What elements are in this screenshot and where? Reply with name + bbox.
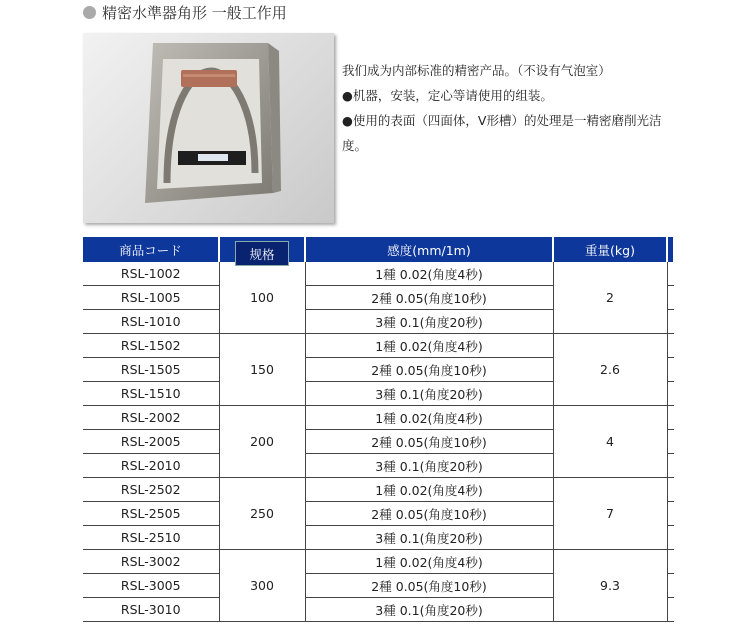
description-line: ●机器，安装，定心等请使用的组装。 — [342, 88, 553, 103]
cell-sensitivity: 3種 0.1(角度20秒) — [305, 526, 553, 550]
description-line: ●使用的表面（四面体，V形槽）的处理是一精密磨削光洁度。 — [342, 113, 662, 153]
table-row — [83, 478, 674, 502]
cell-sensitivity: 2種 0.05(角度10秒) — [305, 430, 553, 454]
table-row — [83, 262, 674, 286]
cell-size: 150 — [219, 334, 305, 406]
cell-sensitivity: 2種 0.05(角度10秒) — [305, 286, 553, 310]
cell-size: 200 — [219, 406, 305, 478]
cell-edge — [667, 430, 674, 454]
cell-edge — [667, 598, 674, 622]
cell-edge — [667, 454, 674, 478]
cell-edge — [667, 334, 674, 358]
cell-code: RSL-2002 — [83, 406, 219, 430]
cell-sensitivity: 1種 0.02(角度4秒) — [305, 262, 553, 286]
cell-code: RSL-3010 — [83, 598, 219, 622]
cell-sensitivity: 3種 0.1(角度20秒) — [305, 598, 553, 622]
cell-code: RSL-1010 — [83, 310, 219, 334]
product-photo — [83, 33, 334, 223]
cell-edge — [667, 310, 674, 334]
cell-size: 100 — [219, 262, 305, 334]
cell-size: 250 — [219, 478, 305, 550]
cell-weight: 2 — [553, 262, 667, 334]
table-header-row — [83, 237, 674, 262]
cell-sensitivity: 3種 0.1(角度20秒) — [305, 454, 553, 478]
cell-sensitivity: 2種 0.05(角度10秒) — [305, 502, 553, 526]
cell-code: RSL-3005 — [83, 574, 219, 598]
cell-edge — [667, 262, 674, 286]
cell-weight: 4 — [553, 406, 667, 478]
header-size-label: 规格 — [235, 241, 289, 266]
spec-table — [83, 237, 675, 622]
cell-code: RSL-1510 — [83, 382, 219, 406]
cell-weight: 9.3 — [553, 550, 667, 622]
cell-code: RSL-2502 — [83, 478, 219, 502]
cell-size: 300 — [219, 550, 305, 622]
page-title-text: 精密水準器角形 一般工作用 — [102, 3, 287, 22]
cell-edge — [667, 574, 674, 598]
table-row — [83, 406, 674, 430]
cell-code: RSL-1505 — [83, 358, 219, 382]
cell-code: RSL-1002 — [83, 262, 219, 286]
header-code: 商品コード — [83, 237, 219, 262]
cell-sensitivity: 2種 0.05(角度10秒) — [305, 358, 553, 382]
header-edge — [667, 237, 674, 262]
cell-edge — [667, 286, 674, 310]
table-row — [83, 550, 674, 574]
cell-sensitivity: 1種 0.02(角度4秒) — [305, 406, 553, 430]
cell-weight: 7 — [553, 478, 667, 550]
page-title — [83, 2, 287, 22]
cell-sensitivity: 2種 0.05(角度10秒) — [305, 574, 553, 598]
cell-edge — [667, 406, 674, 430]
cell-edge — [667, 478, 674, 502]
header-weight: 重量(kg) — [553, 237, 667, 262]
product-description — [342, 58, 682, 158]
cell-code: RSL-2505 — [83, 502, 219, 526]
header-size — [219, 237, 305, 262]
cell-code: RSL-2005 — [83, 430, 219, 454]
cell-weight: 2.6 — [553, 334, 667, 406]
cell-sensitivity: 3種 0.1(角度20秒) — [305, 310, 553, 334]
cell-edge — [667, 550, 674, 574]
cell-code: RSL-2010 — [83, 454, 219, 478]
cell-edge — [667, 358, 674, 382]
description-line: 我们成为内部标准的精密产品。（不设有气泡室） — [342, 63, 611, 78]
cell-code: RSL-1005 — [83, 286, 219, 310]
cell-sensitivity: 3種 0.1(角度20秒) — [305, 382, 553, 406]
cell-code: RSL-3002 — [83, 550, 219, 574]
cell-edge — [667, 382, 674, 406]
cell-edge — [667, 526, 674, 550]
square-level-illustration — [83, 33, 334, 223]
cell-code: RSL-1502 — [83, 334, 219, 358]
cell-sensitivity: 1種 0.02(角度4秒) — [305, 478, 553, 502]
header-sensitivity: 感度(mm/1m) — [305, 237, 553, 262]
cell-code: RSL-2510 — [83, 526, 219, 550]
bullet-dot-icon — [83, 6, 96, 19]
cell-sensitivity: 1種 0.02(角度4秒) — [305, 334, 553, 358]
cell-edge — [667, 502, 674, 526]
cell-sensitivity: 1種 0.02(角度4秒) — [305, 550, 553, 574]
table-row — [83, 334, 674, 358]
